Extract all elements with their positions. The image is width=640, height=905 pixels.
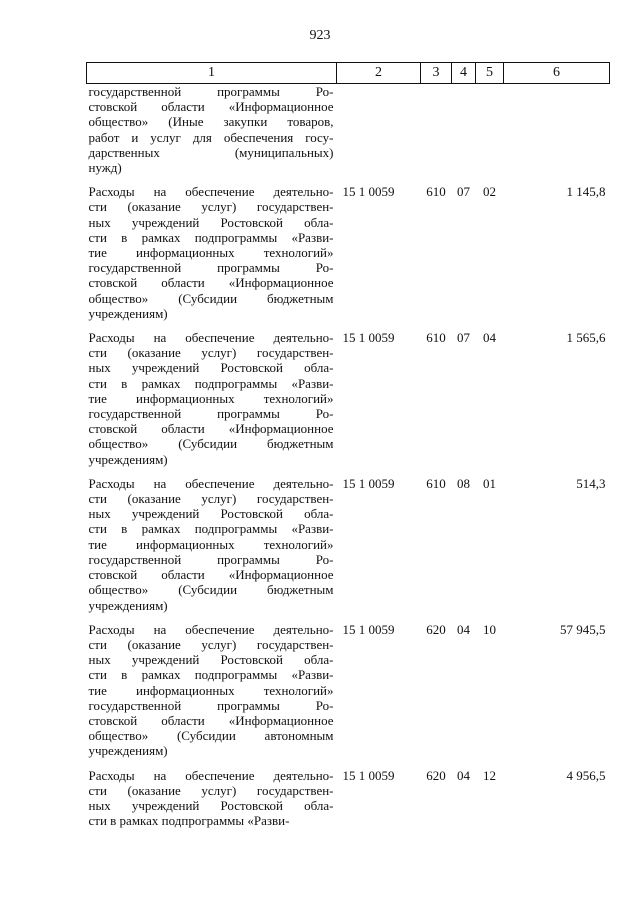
description-line: сти в рамках подпрограммы «Разви- xyxy=(88,229,334,245)
row-pr: 01 xyxy=(483,475,496,491)
row-sum xyxy=(504,84,610,185)
description-line: работ и услуг для обеспечения госу- xyxy=(88,129,334,145)
row-vr xyxy=(421,84,452,185)
description-line: сти в рамках подпрограммы «Разви- xyxy=(88,375,334,391)
page-number: 923 xyxy=(309,28,331,43)
description-line: государственной программы Ро- xyxy=(88,406,334,422)
row-rz xyxy=(452,84,476,185)
row-vr: 610 xyxy=(426,475,446,491)
description-line: ных учреждений Ростовской обла- xyxy=(88,214,334,230)
description-line: Расходы на обеспечение деятельно- xyxy=(88,621,334,637)
row-description xyxy=(87,768,337,838)
table-header-row xyxy=(87,63,610,84)
row-description xyxy=(87,184,337,330)
description-line: ных учреждений Ростовской обла- xyxy=(88,797,334,813)
description-line: государственной программы Ро- xyxy=(88,260,334,276)
description-line: стовской области «Информационное xyxy=(88,99,334,115)
row-description xyxy=(87,330,337,476)
row-rz: 04 xyxy=(457,621,470,637)
row-csr: 15 1 0059 xyxy=(342,184,395,200)
description-line: учреждениям) xyxy=(88,597,168,613)
row-rz: 04 xyxy=(457,767,470,783)
row-csr: 15 1 0059 xyxy=(342,475,395,491)
row-sum: 4 956,5 xyxy=(566,767,606,783)
description-line: сти в рамках подпрограммы «Разви- xyxy=(88,667,334,683)
description-line: сти (оказание услуг) государствен- xyxy=(88,782,334,798)
table-body xyxy=(87,84,610,838)
description-line: сти (оказание услуг) государствен- xyxy=(88,199,334,215)
row-rz: 07 xyxy=(457,330,470,346)
row-vr: 620 xyxy=(426,621,446,637)
row-vr: 620 xyxy=(426,767,446,783)
description-line: учреждениям) xyxy=(88,743,168,759)
header-col-5: 5 xyxy=(476,63,504,84)
row-rz: 07 xyxy=(457,184,470,200)
row-csr: 15 1 0059 xyxy=(342,621,395,637)
table-row xyxy=(87,622,610,768)
description-line: стовской области «Информационное xyxy=(88,421,334,437)
description-line: стовской области «Информационное xyxy=(88,712,334,728)
description-line: государственной программы Ро- xyxy=(88,84,334,99)
description-line: Расходы на обеспечение деятельно- xyxy=(88,184,334,200)
description-line: общество» (Субсидии бюджетным xyxy=(88,582,334,598)
description-line: сти в рамках подпрограммы «Разви- xyxy=(88,813,290,829)
row-pr: 02 xyxy=(483,184,496,200)
row-pr xyxy=(476,84,504,185)
description-line: тие информационных технологий» xyxy=(88,682,334,698)
description-line: Расходы на обеспечение деятельно- xyxy=(88,767,334,783)
row-sum: 514,3 xyxy=(576,475,606,491)
row-description xyxy=(87,622,337,768)
row-rz: 08 xyxy=(457,475,470,491)
table-row xyxy=(87,184,610,330)
row-pr: 10 xyxy=(483,621,496,637)
description-line: учреждениям) xyxy=(88,305,168,321)
description-line: сти (оказание услуг) государствен- xyxy=(88,491,334,507)
description-line: стовской области «Информационное xyxy=(88,275,334,291)
description-line: сти (оказание услуг) государствен- xyxy=(88,636,334,652)
row-sum: 1 565,6 xyxy=(566,330,606,346)
header-col-6: 6 xyxy=(504,63,610,84)
description-line: нужд) xyxy=(88,160,122,176)
row-vr: 610 xyxy=(426,330,446,346)
row-description xyxy=(87,476,337,622)
header-col-3: 3 xyxy=(421,63,452,84)
description-line: государственной программы Ро- xyxy=(88,551,334,567)
description-line: сти (оказание услуг) государствен- xyxy=(88,345,334,361)
budget-table xyxy=(86,62,610,837)
row-description xyxy=(87,84,337,185)
row-pr: 04 xyxy=(483,330,496,346)
description-line: Расходы на обеспечение деятельно- xyxy=(88,330,334,346)
description-line: общество» (Субсидии бюджетным xyxy=(88,290,334,306)
description-line: общество» (Субсидии бюджетным xyxy=(88,436,334,452)
description-line: общество» (Субсидии автономным xyxy=(88,728,334,744)
description-line: стовской области «Информационное xyxy=(88,567,334,583)
row-csr: 15 1 0059 xyxy=(342,767,395,783)
table-row xyxy=(87,330,610,476)
row-csr: 15 1 0059 xyxy=(342,330,395,346)
table-row xyxy=(87,768,610,838)
row-vr: 610 xyxy=(426,184,446,200)
description-line: тие информационных технологий» xyxy=(88,390,334,406)
description-line: государственной программы Ро- xyxy=(88,697,334,713)
table-row-continuation xyxy=(87,84,610,185)
header-col-1: 1 xyxy=(87,63,337,84)
description-line: сти в рамках подпрограммы «Разви- xyxy=(88,521,334,537)
description-line: учреждениям) xyxy=(88,451,168,467)
row-sum: 57 945,5 xyxy=(560,621,606,637)
description-line: ных учреждений Ростовской обла- xyxy=(88,652,334,668)
header-col-2: 2 xyxy=(337,63,421,84)
row-sum: 1 145,8 xyxy=(566,184,606,200)
description-line: тие информационных технологий» xyxy=(88,245,334,261)
description-line: тие информационных технологий» xyxy=(88,536,334,552)
row-pr: 12 xyxy=(483,767,496,783)
description-line: общество» (Иные закупки товаров, xyxy=(88,114,334,130)
description-line: ных учреждений Ростовской обла- xyxy=(88,506,334,522)
description-line: ных учреждений Ростовской обла- xyxy=(88,360,334,376)
description-line: дарственных (муниципальных) xyxy=(88,144,334,160)
description-line: Расходы на обеспечение деятельно- xyxy=(88,475,334,491)
row-csr xyxy=(337,84,421,185)
table-row xyxy=(87,476,610,622)
header-col-4: 4 xyxy=(452,63,476,84)
